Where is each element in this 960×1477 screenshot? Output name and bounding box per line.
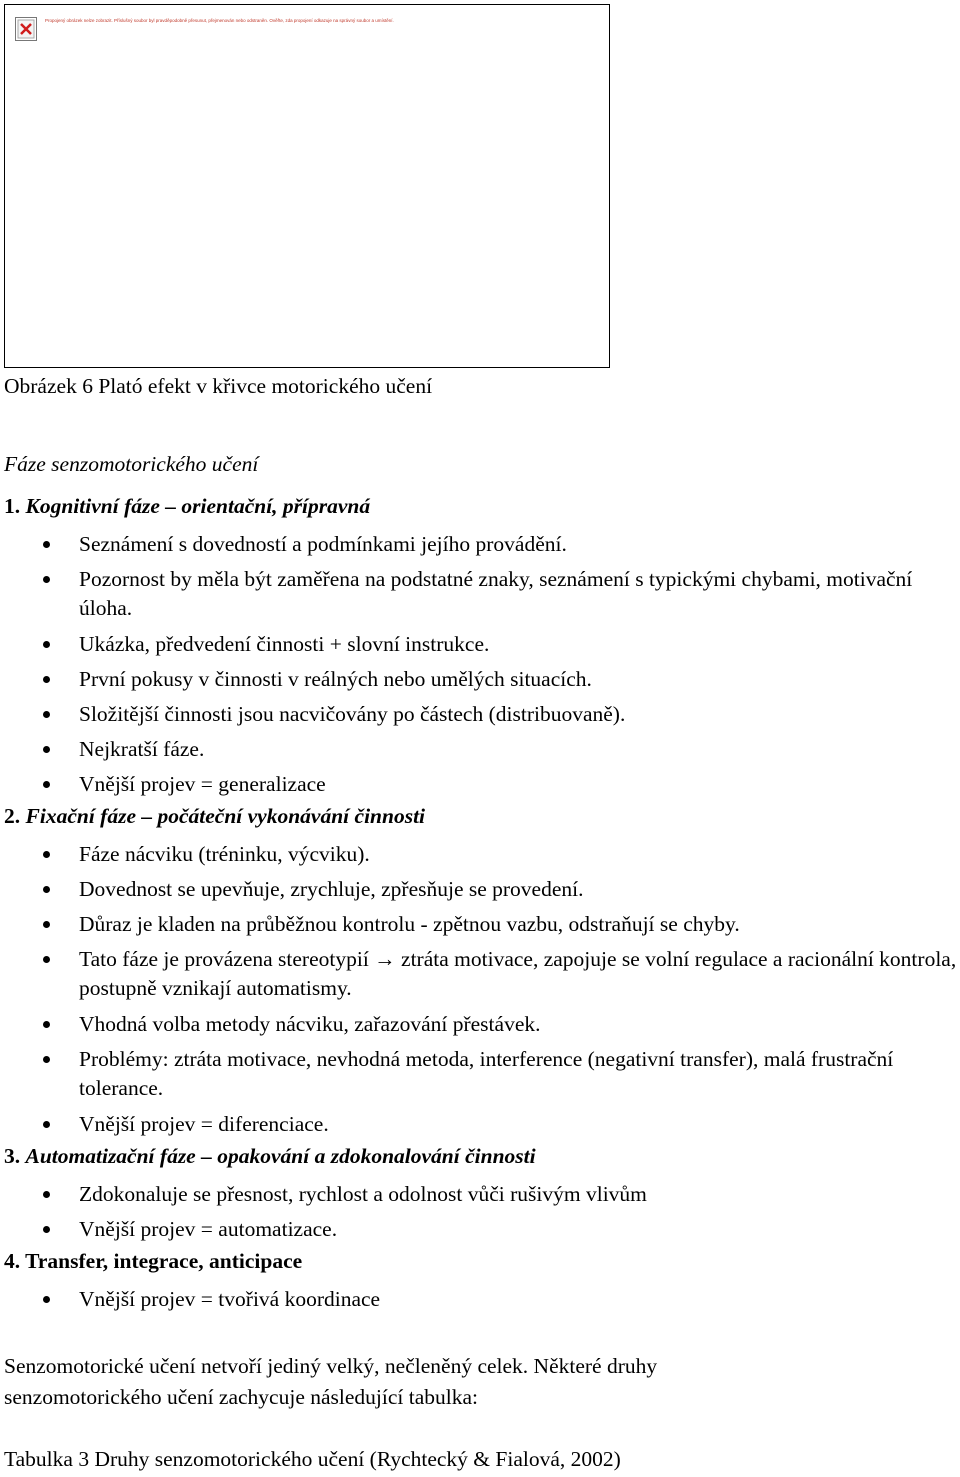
bullet-icon [43, 1191, 50, 1198]
list-item: Nejkratší fáze. [79, 737, 205, 761]
list-item: Zdokonaluje se přesnost, rychlost a odolnost vůči rušivým vlivům [79, 1182, 647, 1206]
list-item: Seznámení s dovedností a podmínkami jejího provádění. [79, 532, 567, 556]
list-item: Vnější projev = diferenciace. [79, 1112, 329, 1136]
list-item: Důraz je kladen na průběžnou kontrolu - zpětnou vazbu, odstraňují se chyby. [79, 912, 740, 936]
bullet-icon [43, 746, 50, 753]
bullet-icon [43, 1021, 50, 1028]
phase-heading [4, 1249, 302, 1274]
phase-title: Automatizační fáze – opakování a zdokonalování činnosti [25, 1144, 536, 1168]
list-item: Ukázka, předvedení činnosti + slovní instrukce. [79, 632, 490, 656]
list-item: Fáze nácviku (tréninku, výcviku). [79, 842, 370, 866]
phase-title: Fixační fáze – počáteční vykonávání činnosti [25, 804, 426, 828]
phase-title: Kognitivní fáze – orientační, přípravná [25, 494, 371, 518]
phase-heading [4, 1144, 536, 1169]
list-item: Problémy: ztráta motivace, nevhodná metoda, interference (negativní transfer), malá frustrační tolerance. [79, 1047, 894, 1100]
phase-heading [4, 494, 370, 519]
list-item: Dovednost se upevňuje, zrychluje, zpřesňuje se provedení. [79, 877, 584, 901]
phase-heading [4, 804, 425, 829]
list-item: Vnější projev = tvořivá koordinace [79, 1287, 381, 1311]
broken-image-message: Propojený obrázek nelze zobrazit. Příslušný soubor byl pravděpodobně přesunut, přejmenován nebo odstraněn. Ověřte, zda propojení odkazuje na správný soubor a umístění. [45, 18, 394, 23]
bullet-icon [43, 851, 50, 858]
phase-number: 4. [4, 1249, 21, 1273]
broken-image-icon [15, 17, 37, 41]
phase-number: 1. [4, 494, 21, 518]
phase-number: 2. [4, 804, 21, 828]
bullet-icon [43, 1226, 50, 1233]
bullet-icon [43, 1056, 50, 1063]
body-paragraph: Senzomotorické učení netvoří jediný velký, nečleněný celek. Některé druhy senzomotorického učení zachycuje následující tabulka: [4, 1354, 658, 1409]
phase-number: 3. [4, 1144, 21, 1168]
list-item: Tato fáze je provázena stereotypií → ztráta motivace, zapojuje se volní regulace a racionální kontrola, postupně vznikají automatismy. [79, 947, 957, 1000]
bullet-icon [43, 641, 50, 648]
bullet-icon [43, 1296, 50, 1303]
bullet-icon [43, 676, 50, 683]
figure-placeholder [4, 4, 610, 368]
list-item: Vhodná volba metody nácviku, zařazování přestávek. [79, 1012, 541, 1036]
section-title: Fáze senzomotorického učení [4, 452, 259, 476]
phase-title: Transfer, integrace, anticipace [25, 1249, 303, 1273]
bullet-icon [43, 576, 50, 583]
list-item: První pokusy v činnosti v reálných nebo umělých situacích. [79, 667, 592, 691]
bullet-icon [43, 541, 50, 548]
list-item: Složitější činnosti jsou nacvičovány po částech (distribuovaně). [79, 702, 626, 726]
bullet-icon [43, 781, 50, 788]
bullet-icon [43, 956, 50, 963]
bullet-icon [43, 921, 50, 928]
bullet-icon [43, 886, 50, 893]
table-caption: Tabulka 3 Druhy senzomotorického učení (Rychtecký & Fialová, 2002) [4, 1447, 621, 1471]
list-item: Pozornost by měla být zaměřena na podstatné znaky, seznámení s typickými chybami, motivační úloha. [79, 567, 913, 620]
bullet-icon [43, 711, 50, 718]
list-item: Vnější projev = automatizace. [79, 1217, 338, 1241]
figure-caption: Obrázek 6 Plató efekt v křivce motorického učení [4, 374, 433, 398]
list-item: Vnější projev = generalizace [79, 772, 326, 796]
bullet-icon [43, 1121, 50, 1128]
